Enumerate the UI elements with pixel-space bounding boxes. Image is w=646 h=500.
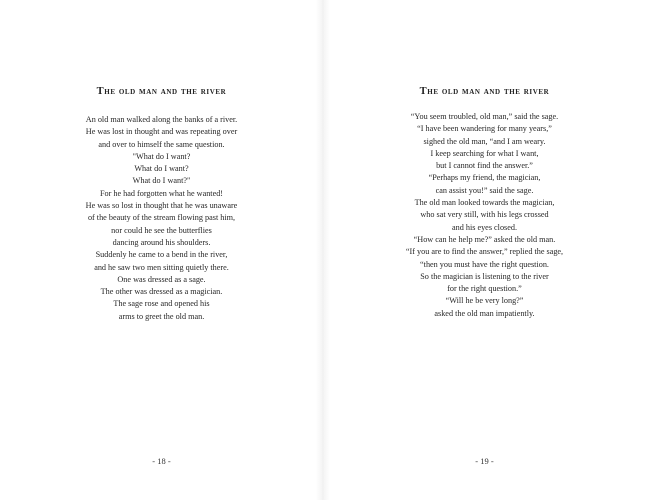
text-line: dancing around his shoulders. bbox=[112, 237, 211, 247]
text-line: but I cannot find the answer.” bbox=[436, 161, 533, 171]
text-line: I keep searching for what I want, bbox=[430, 148, 539, 158]
text-line: The sage rose and opened his bbox=[113, 299, 210, 309]
text-line: One was dressed as a sage. bbox=[117, 274, 206, 284]
page-title: The old man and the river bbox=[96, 86, 227, 97]
text-line: An old man walked along the banks of a river. bbox=[85, 115, 238, 124]
text-line: nor could he see the butterflies bbox=[111, 225, 212, 235]
page-title: The old man and the river bbox=[419, 86, 550, 97]
text-line: sighed the old man, “and I am weary. bbox=[423, 136, 546, 146]
text-line: The other was dressed as a magician. bbox=[100, 287, 223, 297]
text-line: “You seem troubled, old man,” said the sage. bbox=[410, 112, 559, 121]
text-line: “How can he help me?” asked the old man. bbox=[413, 234, 556, 244]
text-line: arms to greet the old man. bbox=[118, 311, 205, 321]
text-line: for the right question.” bbox=[447, 284, 522, 294]
text-line: What do I want? bbox=[134, 164, 189, 174]
text-line: and he saw two men sitting quietly there. bbox=[94, 262, 229, 272]
text-line: can assist you!” said the sage. bbox=[435, 185, 534, 195]
page-body bbox=[323, 111, 646, 320]
text-line: He was so lost in thought that he was unaware bbox=[85, 201, 238, 211]
text-line: of the beauty of the stream flowing past him, bbox=[87, 213, 236, 223]
text-line: and his eyes closed. bbox=[451, 222, 518, 232]
text-line: For he had forgotten what he wanted! bbox=[99, 188, 224, 198]
right-page bbox=[323, 0, 646, 500]
text-line: He was lost in thought and was repeating over bbox=[85, 127, 238, 137]
page-number: - 19 - bbox=[475, 456, 494, 466]
text-line: “then you must have the right question. bbox=[420, 259, 549, 269]
text-line: “If you are to find the answer,” replied the sage, bbox=[405, 247, 564, 257]
page-number: - 18 - bbox=[152, 456, 171, 466]
text-line: “Perhaps my friend, the magician, bbox=[428, 173, 541, 183]
text-line: “Will he be very long?” bbox=[445, 296, 524, 306]
text-line: asked the old man impatiently. bbox=[434, 308, 535, 318]
text-line: So the magician is listening to the river bbox=[420, 271, 549, 281]
text-line: "What do I want? bbox=[132, 151, 191, 161]
text-line: The old man looked towards the magician, bbox=[414, 198, 555, 208]
text-line: “I have been wandering for many years,” bbox=[417, 124, 552, 134]
text-line: What do I want?" bbox=[132, 176, 191, 186]
text-line: who sat very still, with his legs crossed bbox=[420, 210, 549, 220]
page-body bbox=[0, 114, 323, 323]
text-line: Suddenly he came to a bend in the river, bbox=[95, 250, 228, 260]
text-line: and over to himself the same question. bbox=[98, 139, 225, 149]
